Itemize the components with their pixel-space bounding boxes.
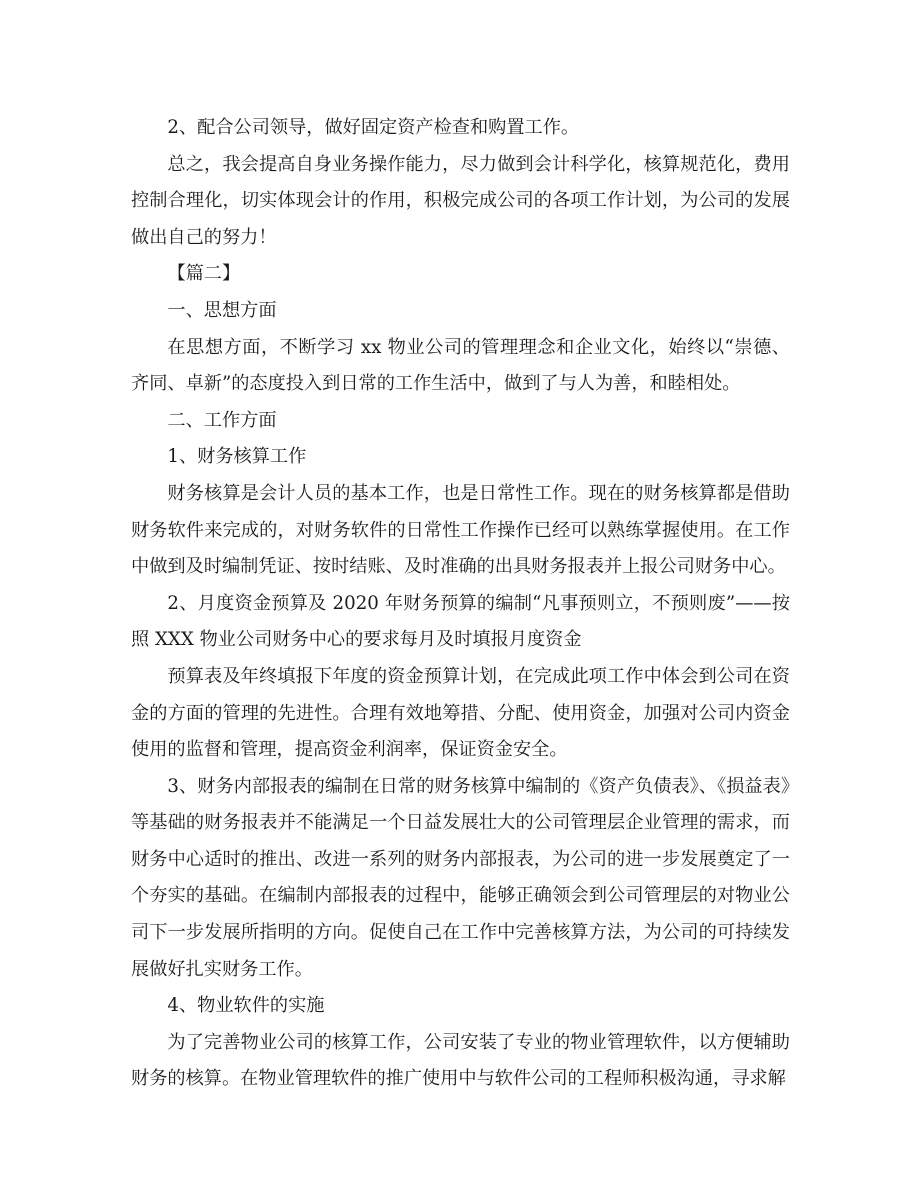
subheading-software: 4、物业软件的实施 [167, 995, 325, 1017]
subheading-accounting: 1、财务核算工作 [167, 446, 307, 468]
paragraph-accounting: 财务核算是会计人员的基本工作，也是日常性工作。现在的财务核算都是借助财务软件来完成的，对财务软件的日常性工作操作已经可以熟练掌握使用。在工作中做到及时编制凭证、按时结账、及时准确的出具财务报表并上报公司财务中心。 [131, 482, 790, 578]
paragraph-software: 为了完善物业公司的核算工作，公司安装了专业的物业管理软件，以方便辅助财务的核算。在物业管理软件的推广使用中与软件公司的工程师积极沟通，寻求解 [131, 1031, 790, 1090]
paragraph-ideology: 在思想方面，不断学习 xx 物业公司的管理理念和企业文化，始终以“崇德、齐同、卓新”的态度投入到日常的工作生活中，做到了与人为善，和睦相处。 [131, 336, 790, 395]
section-heading-part-two: 【篇二】 [167, 263, 241, 285]
document-body [131, 110, 790, 1098]
heading-work: 二、工作方面 [167, 409, 277, 431]
paragraph-internal-reports: 3、财务内部报表的编制在日常的财务核算中编制的《资产负债表》、《损益表》等基础的财务报表并不能满足一个日益发展壮大的公司管理层企业管理的需求，而财务中心适时的推出、改进一系列的财务内部报表，为公司的进一步发展奠定了一个夯实的基础。在编制内部报表的过程中，能够正确领会到公司管理层的对物业公司下一步发展所指明的方向。促使自己在工作中完善核算方法，为公司的可持续发展做好扎实财务工作。 [131, 775, 790, 980]
paragraph-budget: 2、月度资金预算及 2020 年财务预算的编制“凡事预则立，不预则废”——按照 XXX 物业公司财务中心的要求每月及时填报月度资金 [131, 592, 790, 651]
paragraph-summary: 总之，我会提高自身业务操作能力，尽力做到会计科学化，核算规范化，费用控制合理化，切实体现会计的作用，积极完成公司的各项工作计划，为公司的发展做出自己的努力！ [131, 153, 790, 248]
paragraph-item-2: 2、配合公司领导，做好固定资产检查和购置工作。 [167, 117, 580, 138]
heading-ideology: 一、思想方面 [167, 299, 277, 321]
paragraph-budget-plan: 预算表及年终填报下年度的资金预算计划，在完成此项工作中体会到公司在资金的方面的管理的先进性。合理有效地筹措、分配、使用资金，加强对公司内资金使用的监督和管理，提高资金利润率，保证资金安全。 [131, 665, 790, 761]
